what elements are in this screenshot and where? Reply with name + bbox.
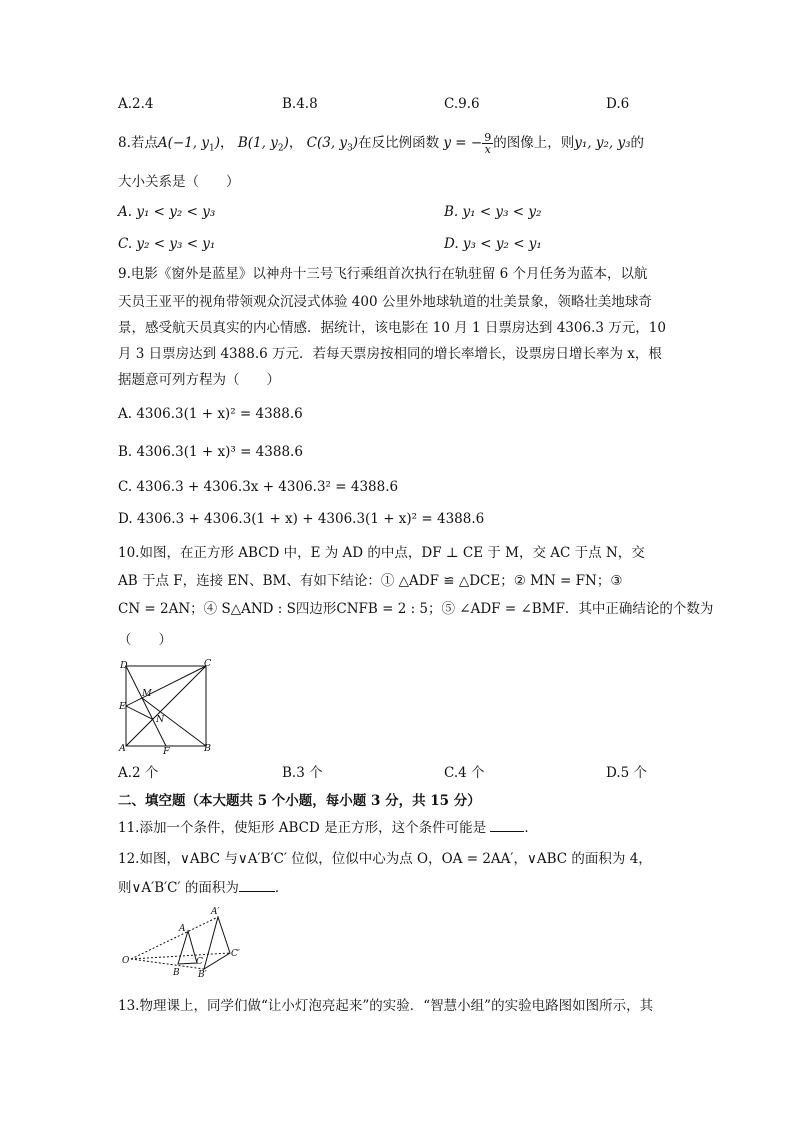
- label-n: N: [156, 714, 165, 725]
- segment-df: [126, 666, 166, 746]
- q9-line-1: 9.电影《窗外是蓝星》以神舟十三号飞行乘组首次执行在轨驻留 6 个月任务为蓝本，以航: [118, 266, 648, 282]
- q9-option-a: A. 4306.3(1 + x)² = 4388.6: [118, 406, 303, 422]
- q7-option-d: D.6: [606, 96, 630, 112]
- q11-answer-blank[interactable]: [490, 817, 524, 832]
- q9-line-2: 天员王亚平的视角带领观众沉浸式体验 400 公里外地球轨道的壮美景象，领略壮美地球奇: [118, 294, 652, 310]
- q8-option-b: B. y₁ < y₃ < y₂: [444, 204, 542, 220]
- q11-stem: 11.添加一个条件，使矩形 ABCD 是正方形，这个条件可能是 ．: [118, 817, 538, 838]
- label-c-prime: C′: [231, 949, 240, 959]
- label-m: M: [142, 688, 152, 699]
- segment-ce: [126, 666, 206, 706]
- q10-option-d: D.5 个: [606, 765, 648, 781]
- q7-option-b: B.4.8: [282, 96, 318, 112]
- label-e: E: [119, 701, 126, 712]
- label-b: B: [173, 968, 180, 978]
- q8-stem-line2: 大小关系是（ ）: [118, 174, 240, 190]
- segment-ac: [126, 666, 206, 746]
- label-b-prime: B′: [198, 970, 207, 980]
- q8-option-d: D. y₃ < y₂ < y₁: [444, 236, 542, 252]
- q12-homothety-figure: [118, 904, 248, 980]
- q8-option-a: A. y₁ < y₂ < y₃: [118, 204, 216, 220]
- q7-option-c: C.9.6: [444, 96, 480, 112]
- q8-fraction: $\frac{9}{x}$: [484, 131, 492, 156]
- q10-option-a: A.2 个: [118, 765, 159, 781]
- q12-line-2: 则∨A′B′C′ 的面积为 ．: [118, 877, 288, 898]
- triangle-abc: [178, 931, 197, 964]
- q9-option-c: C. 4306.3 + 4306.3x + 4306.3² = 4388.6: [118, 479, 399, 495]
- label-d: D: [120, 660, 128, 671]
- label-o: O: [122, 956, 130, 966]
- q9-option-d: D. 4306.3 + 4306.3(1 + x) + 4306.3(1 + x)² = 4388.6: [118, 511, 485, 527]
- q10-line-4: （ ）: [118, 632, 172, 648]
- label-a-prime: A′: [211, 907, 220, 917]
- q9-option-b: B. 4306.3(1 + x)³ = 4388.6: [118, 444, 303, 460]
- triangle-a-b-c-prime: [204, 917, 230, 969]
- label-a: A: [119, 743, 126, 754]
- segment-en: [126, 706, 153, 719]
- label-f: F: [163, 746, 170, 756]
- q13-line-1: 13.物理课上，同学们做“让小灯泡亮起来”的实验．“智慧小组”的实验电路图如图所示，其: [118, 998, 654, 1014]
- q12-answer-blank[interactable]: [239, 877, 275, 892]
- q7-option-a: A.2.4: [118, 96, 154, 112]
- q9-line-4: 月 3 日票房达到 4388.6 万元．若每天票房按相同的增长率增长，设票房日增长率为 x，根: [118, 346, 662, 362]
- section-2-heading: 二、填空题（本大题共 5 个小题，每小题 3 分，共 15 分）: [118, 793, 481, 809]
- label-c: C: [204, 658, 212, 669]
- q10-line-1: 10.如图，在正方形 ABCD 中，E 为 AD 的中点，DF ⊥ CE 于 M，交 AC 于点 N，交: [118, 545, 645, 561]
- q10-line-2: AB 于点 F，连接 EN、BM、有如下结论：① △ADF ≌ △DCE；② MN = FN；③: [118, 573, 623, 589]
- ray-ob: [131, 959, 204, 969]
- q10-option-b: B.3 个: [282, 765, 323, 781]
- q10-line-3: CN = 2AN；④ S△AND : S四边形CNFB = 2 : 5；⑤ ∠ADF = ∠BMF．其中正确结论的个数为: [118, 601, 714, 617]
- q8-stem: 8.若点A(−1, $y_1$)， B(1, $y_2$)， C(3, $y_3$)在反比例函数 y = − $\frac{9}{x}$ 的图像上，则y₁, y₂, y₃的: [118, 131, 644, 156]
- q9-line-3: 景，感受航天员真实的内心情感．据统计，该电影在 10 月 1 日票房达到 4306.3 万元，10: [118, 320, 666, 336]
- q9-line-5: 据题意可列方程为（ ）: [118, 372, 280, 388]
- segment-bm: [142, 698, 206, 746]
- label-c: C: [196, 957, 203, 967]
- q10-square-figure: [114, 656, 218, 756]
- ray-oa: [131, 917, 218, 959]
- q12-line-1: 12.如图，∨ABC 与∨A′B′C′ 位似，位似中心为点 O，OA = 2AA′，∨ABC 的面积为 4，: [118, 851, 652, 867]
- q8-option-c: C. y₂ < y₃ < y₁: [118, 236, 216, 252]
- q10-option-c: C.4 个: [444, 765, 485, 781]
- label-a: A: [179, 924, 186, 934]
- label-b: B: [204, 743, 211, 754]
